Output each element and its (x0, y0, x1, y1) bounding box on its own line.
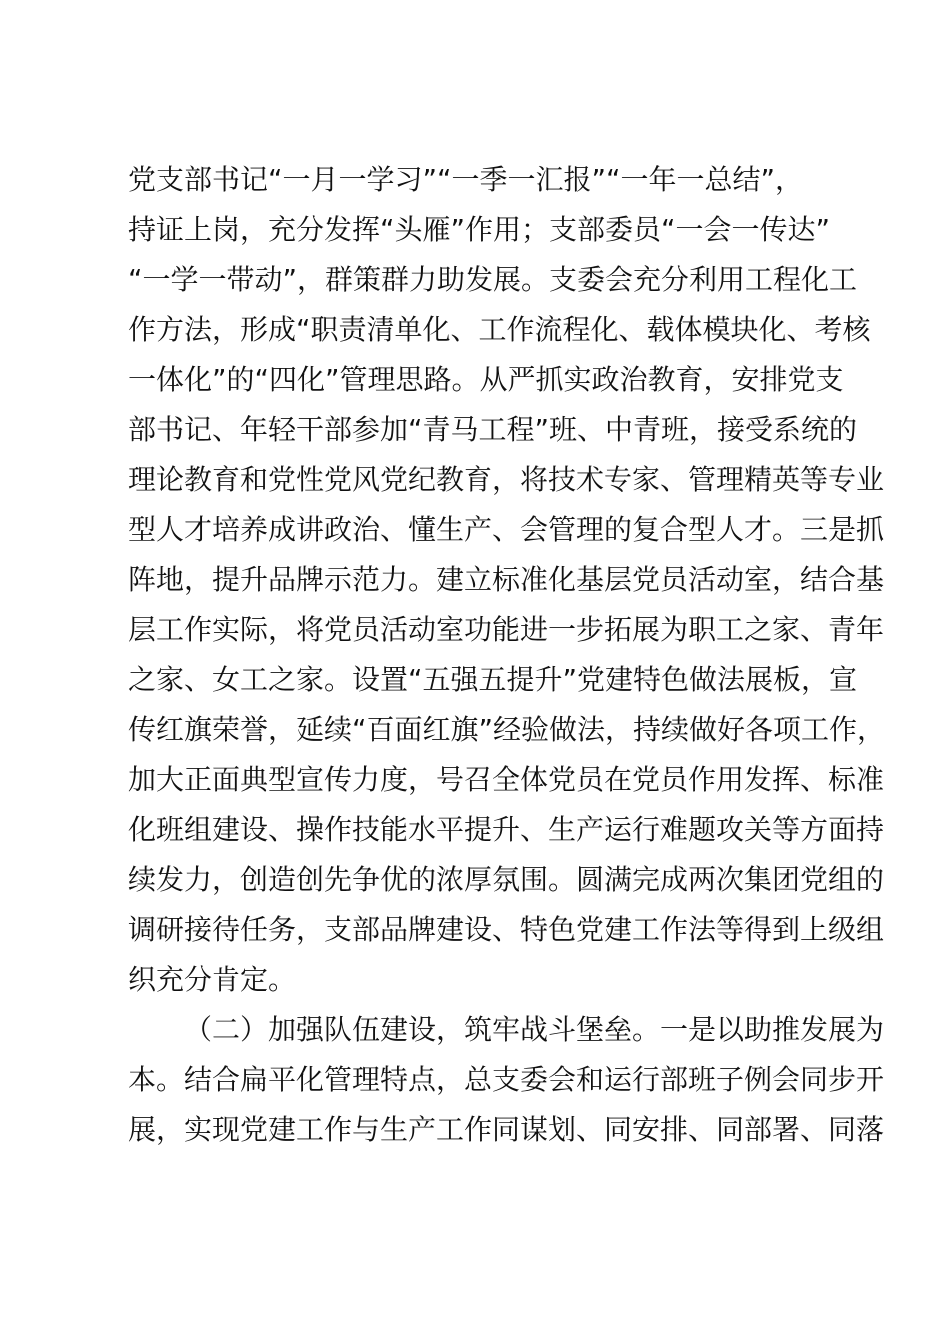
text-line: （二）加强队伍建设，筑牢战斗堡垒。一是以助推发展为 (184, 1013, 885, 1046)
text-line: 展，实现党建工作与生产工作同谋划、同安排、同部署、同落 (128, 1113, 885, 1146)
text-line: 一体化”的“四化”管理思路。从严抓实政治教育，安排党支 (128, 363, 844, 396)
text-line: 部书记、年轻干部参加“青马工程”班、中青班，接受系统的 (128, 413, 858, 446)
text-line: 之家、女工之家。设置“五强五提升”党建特色做法展板，宣 (128, 663, 858, 696)
text-line: 作方法，形成“职责清单化、工作流程化、载体模块化、考核 (128, 313, 871, 346)
text-line: 化班组建设、操作技能水平提升、生产运行难题攻关等方面持 (128, 813, 885, 846)
text-line: 传红旗荣誉，延续“百面红旗”经验做法，持续做好各项工作， (128, 713, 886, 746)
paragraph-2 (128, 1005, 885, 1155)
text-line: 持证上岗，充分发挥“头雁”作用；支部委员“一会一传达” (128, 213, 831, 246)
text-line: 阵地，提升品牌示范力。建立标准化基层党员活动室，结合基 (128, 563, 885, 596)
text-line: 党支部书记“一月一学习”“一季一汇报”“一年一总结”， (128, 163, 804, 196)
document-body (128, 155, 886, 1155)
text-line: 理论教育和党性党风党纪教育，将技术专家、管理精英等专业 (128, 463, 885, 496)
text-line: 本。结合扁平化管理特点，总支委会和运行部班子例会同步开 (128, 1063, 885, 1096)
text-line: 加大正面典型宣传力度，号召全体党员在党员作用发挥、标准 (128, 763, 885, 796)
text-line: 续发力，创造创先争优的浓厚氛围。圆满完成两次集团党组的 (128, 863, 885, 896)
paragraph-1 (128, 155, 886, 1005)
text-line: 调研接待任务，支部品牌建设、特色党建工作法等得到上级组 (128, 913, 885, 946)
text-line: 织充分肯定。 (128, 963, 297, 996)
text-line: 层工作实际，将党员活动室功能进一步拓展为职工之家、青年 (128, 613, 885, 646)
text-line: “一学一带动”，群策群力助发展。支委会充分利用工程化工 (128, 263, 858, 296)
text-line: 型人才培养成讲政治、懂生产、会管理的复合型人才。三是抓 (128, 513, 885, 546)
